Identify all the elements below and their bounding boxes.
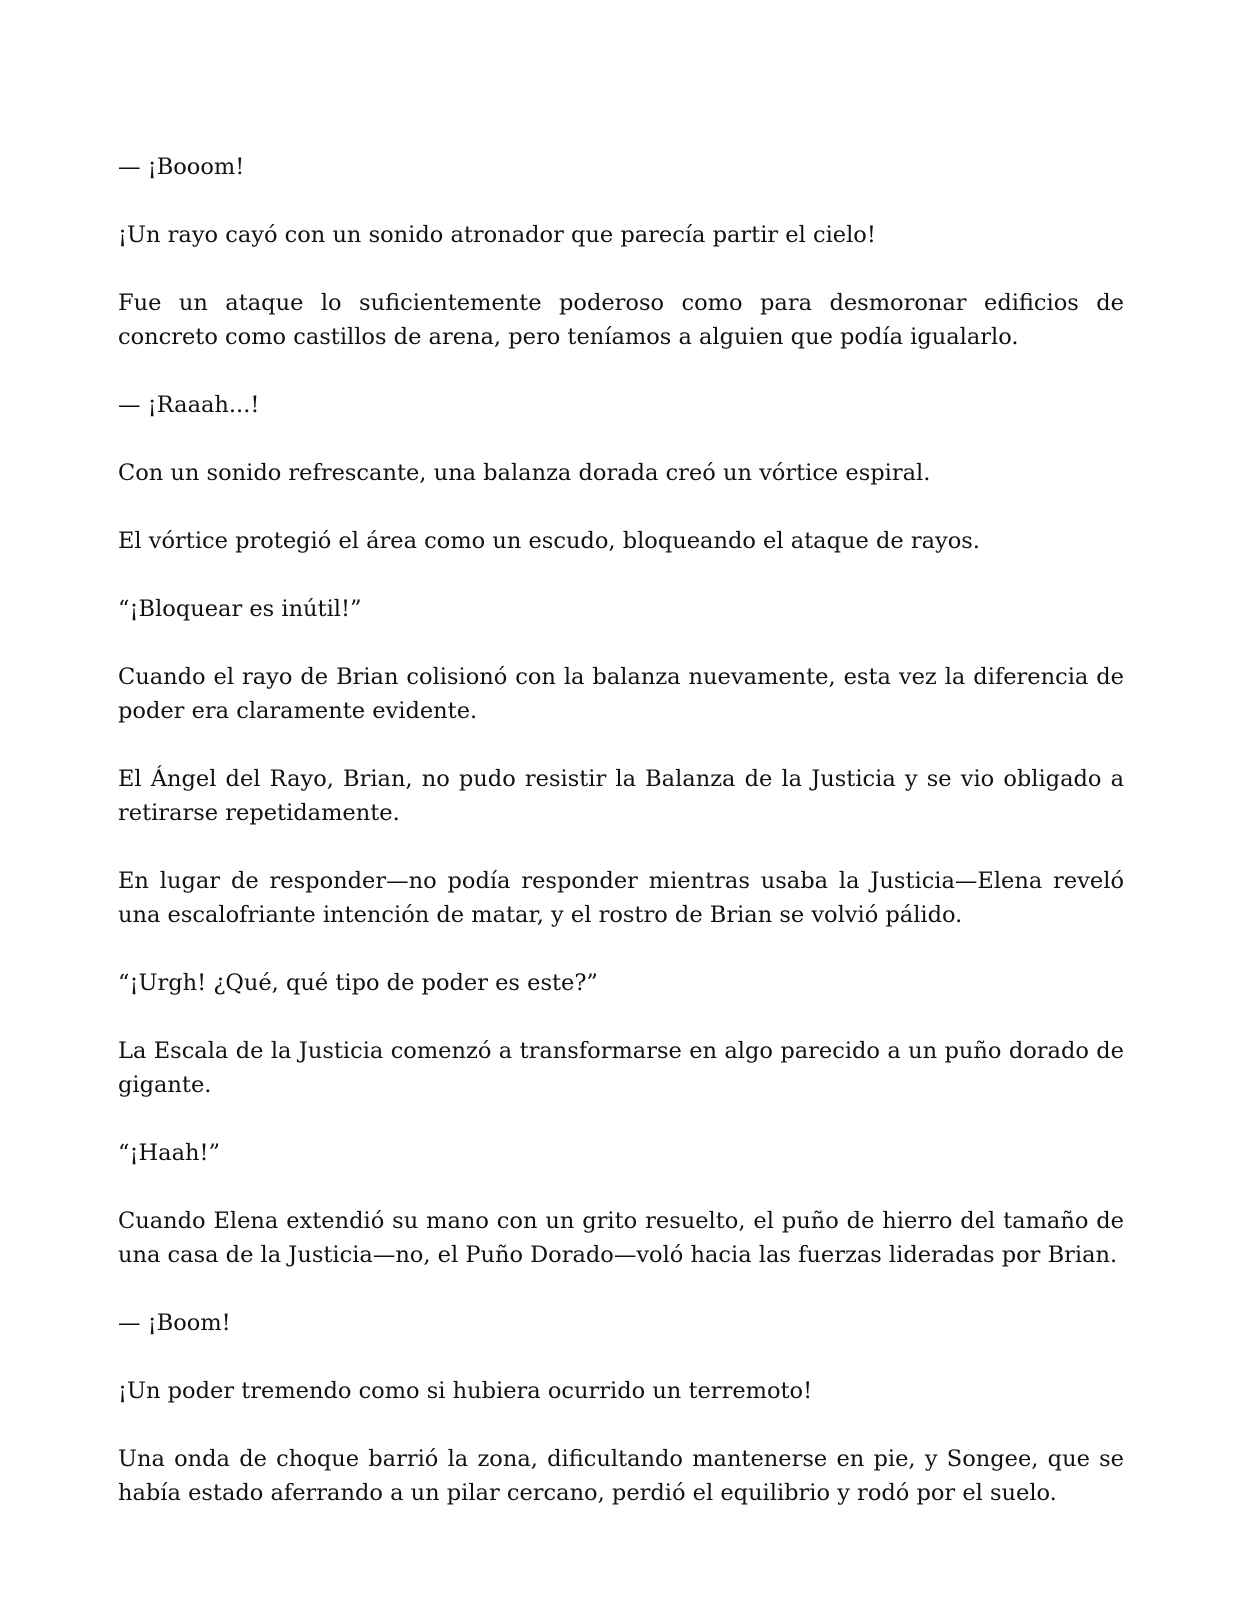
- paragraph-3: Fue un ataque lo suficientemente poderoso como para desmoronar edificios de concreto como castillos de arena, pero teníamos a alguien que podía igualarlo.: [118, 290, 1124, 350]
- paragraph-2: ¡Un rayo cayó con un sonido atronador que parecía partir el cielo!: [118, 222, 876, 248]
- paragraph-7: “¡Bloquear es inútil!”: [118, 596, 362, 622]
- paragraph-8: Cuando el rayo de Brian colisionó con la balanza nuevamente, esta vez la diferencia de poder era claramente evidente.: [118, 664, 1124, 724]
- paragraph-4: — ¡Raaah...!: [118, 392, 260, 418]
- paragraph-9: El Ángel del Rayo, Brian, no pudo resistir la Balanza de la Justicia y se vio obligado a retirarse repetidamente.: [118, 766, 1124, 826]
- paragraph-16: ¡Un poder tremendo como si hubiera ocurrido un terremoto!: [118, 1378, 813, 1404]
- paragraph-11: “¡Urgh! ¿Qué, qué tipo de poder es este?”: [118, 970, 598, 996]
- paragraph-15: — ¡Boom!: [118, 1310, 231, 1336]
- document-page: [118, 150, 1124, 1544]
- paragraph-13: “¡Haah!”: [118, 1140, 221, 1166]
- paragraph-6: El vórtice protegió el área como un escudo, bloqueando el ataque de rayos.: [118, 528, 980, 554]
- paragraph-14: Cuando Elena extendió su mano con un grito resuelto, el puño de hierro del tamaño de una casa de la Justicia—no, el Puño Dorado—voló hacia las fuerzas lideradas por Brian.: [118, 1208, 1124, 1268]
- paragraph-10: En lugar de responder—no podía responder mientras usaba la Justicia—Elena reveló una escalofriante intención de matar, y el rostro de Brian se volvió pálido.: [118, 868, 1124, 928]
- paragraph-1: — ¡Booom!: [118, 154, 245, 180]
- paragraph-12: La Escala de la Justicia comenzó a transformarse en algo parecido a un puño dorado de gigante.: [118, 1038, 1124, 1098]
- paragraph-17: Una onda de choque barrió la zona, dificultando mantenerse en pie, y Songee, que se había estado aferrando a un pilar cercano, perdió el equilibrio y rodó por el suelo.: [118, 1446, 1124, 1506]
- paragraph-5: Con un sonido refrescante, una balanza dorada creó un vórtice espiral.: [118, 460, 931, 486]
